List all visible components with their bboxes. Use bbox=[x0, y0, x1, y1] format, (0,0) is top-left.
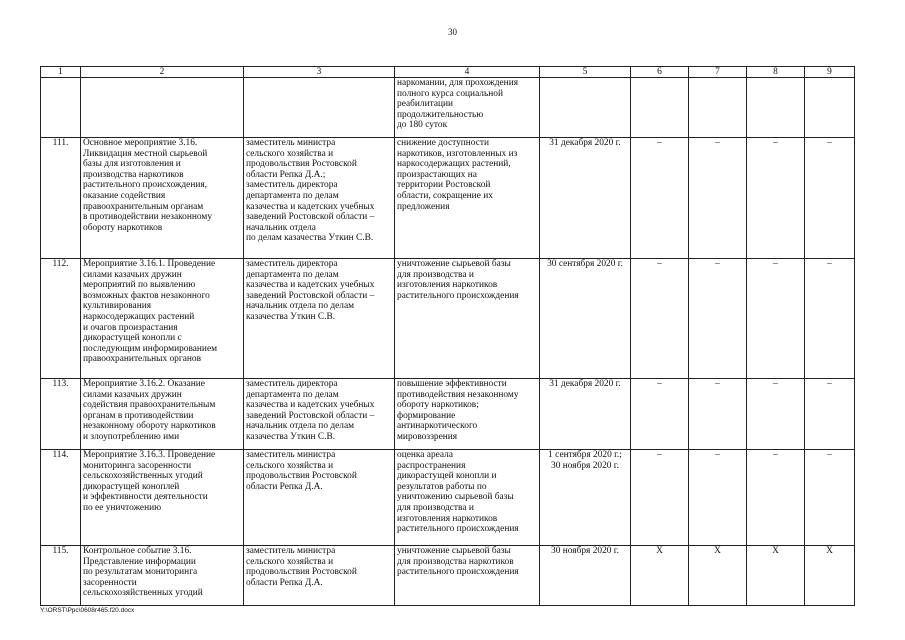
quarter-mark: – bbox=[631, 259, 689, 379]
table-cell bbox=[805, 78, 855, 138]
quarter-mark: – bbox=[631, 379, 689, 450]
header-cell: 9 bbox=[805, 67, 855, 78]
table-cell bbox=[747, 78, 805, 138]
header-row bbox=[41, 67, 855, 78]
deadline-date: 30 ноября 2020 г. bbox=[540, 546, 631, 606]
responsible-person: заместитель директора департамента по делам казачества и кадетских учебных заведений Ростовской области – начальник отдела по делам казачества Уткин С.В. bbox=[244, 379, 395, 450]
responsible-person: заместитель министра сельского хозяйства и продовольствия Ростовской области Репка Д.А. bbox=[244, 546, 395, 606]
file-path-footer: Y:\ORST\Ppc\0608r465.f20.docx bbox=[40, 607, 135, 614]
header-cell: 8 bbox=[747, 67, 805, 78]
result-cell: наркомании, для прохождения полного курса социальной реабилитации продолжительностью до 180 суток bbox=[395, 78, 540, 138]
quarter-mark: – bbox=[689, 138, 747, 259]
deadline-date: 1 сентября 2020 г.; 30 ноября 2020 г. bbox=[540, 450, 631, 546]
quarter-mark: – bbox=[747, 450, 805, 546]
expected-result: снижение доступности наркотиков, изготовленных из наркосодержащих растений, произрастающих на территории Ростовской области, сокращение их предложения bbox=[395, 138, 540, 259]
row-number: 114. bbox=[41, 450, 81, 546]
table-cell bbox=[631, 78, 689, 138]
quarter-mark: X bbox=[805, 546, 855, 606]
deadline-date: 31 декабря 2020 г. bbox=[540, 138, 631, 259]
quarter-mark: – bbox=[689, 450, 747, 546]
header-cell: 2 bbox=[81, 67, 244, 78]
expected-result: уничтожение сырьевой базы для производства и изготовления наркотиков растительного происхождения bbox=[395, 259, 540, 379]
quarter-mark: – bbox=[631, 450, 689, 546]
table-row bbox=[41, 379, 855, 450]
quarter-mark: – bbox=[747, 259, 805, 379]
deadline-date: 31 декабря 2020 г. bbox=[540, 379, 631, 450]
quarter-mark: – bbox=[747, 138, 805, 259]
table-cell bbox=[41, 78, 81, 138]
quarter-mark: – bbox=[689, 259, 747, 379]
table-cell bbox=[244, 78, 395, 138]
quarter-mark: – bbox=[805, 138, 855, 259]
row-number: 115. bbox=[41, 546, 81, 606]
responsible-person: заместитель директора департамента по делам казачества и кадетских учебных заведений Ростовской области – начальник отдела по делам казачества Уткин С.В. bbox=[244, 259, 395, 379]
header-cell: 7 bbox=[689, 67, 747, 78]
quarter-mark: X bbox=[631, 546, 689, 606]
activity-name: Мероприятие 3.16.3. Проведение мониторинга засоренности сельскохозяйственных угодий дикорастущей коноплей и эффективности деятельности по ее уничтожению bbox=[81, 450, 244, 546]
responsible-person: заместитель министра сельского хозяйства и продовольствия Ростовской области Репка Д.А.; заместитель директора департамента по делам казачества и кадетских учебных заведений Ростовской области – начальник отдела по делам казачества Уткин С.В. bbox=[244, 138, 395, 259]
header-cell: 6 bbox=[631, 67, 689, 78]
table-row bbox=[41, 546, 855, 606]
quarter-mark: – bbox=[805, 450, 855, 546]
expected-result: оценка ареала распространения дикорастущей конопли и результатов работы по уничтожению сырьевой базы для производства и изготовления наркотиков растительного происхождения bbox=[395, 450, 540, 546]
quarter-mark: X bbox=[689, 546, 747, 606]
table-cell bbox=[689, 78, 747, 138]
deadline-date: 30 сентября 2020 г. bbox=[540, 259, 631, 379]
table-cell bbox=[540, 78, 631, 138]
table-row bbox=[41, 259, 855, 379]
table-row bbox=[41, 450, 855, 546]
row-number: 112. bbox=[41, 259, 81, 379]
responsible-person: заместитель министра сельского хозяйства и продовольствия Ростовской области Репка Д.А. bbox=[244, 450, 395, 546]
activity-name: Основное мероприятие 3.16. Ликвидация местной сырьевой базы для изготовления и производства наркотиков растительного происхождения, оказание содействия правоохранительным органам в противодействии незаконному обороту наркотиков bbox=[81, 138, 244, 259]
expected-result: уничтожение сырьевой базы для производства наркотиков растительного происхождения bbox=[395, 546, 540, 606]
expected-result: повышение эффективности противодействия незаконному обороту наркотиков; формирование антинаркотического мировоззрения bbox=[395, 379, 540, 450]
quarter-mark: – bbox=[747, 379, 805, 450]
header-cell: 4 bbox=[395, 67, 540, 78]
table-cell bbox=[81, 78, 244, 138]
continuation-row bbox=[41, 78, 855, 138]
quarter-mark: – bbox=[631, 138, 689, 259]
table-row bbox=[41, 138, 855, 259]
activity-name: Мероприятие 3.16.2. Оказание силами казачьих дружин содействия правоохранительным органам в противодействии незаконному обороту наркотиков и злоупотреблению ими bbox=[81, 379, 244, 450]
quarter-mark: – bbox=[689, 379, 747, 450]
header-cell: 3 bbox=[244, 67, 395, 78]
activity-name: Мероприятие 3.16.1. Проведение силами казачьих дружин мероприятий по выявлению возможных фактов незаконного культивирования наркосодержащих растений и очагов произрастания дикорастущей конопли с последующим информированием правоохранительных органов bbox=[81, 259, 244, 379]
header-cell: 1 bbox=[41, 67, 81, 78]
row-number: 111. bbox=[41, 138, 81, 259]
page-number: 30 bbox=[448, 27, 457, 37]
header-cell: 5 bbox=[540, 67, 631, 78]
quarter-mark: – bbox=[805, 259, 855, 379]
quarter-mark: X bbox=[747, 546, 805, 606]
row-number: 113. bbox=[41, 379, 81, 450]
plan-table bbox=[40, 66, 855, 606]
quarter-mark: – bbox=[805, 379, 855, 450]
activity-name: Контрольное событие 3.16. Представление информации по результатам мониторинга засоренности сельскохозяйственных угодий bbox=[81, 546, 244, 606]
